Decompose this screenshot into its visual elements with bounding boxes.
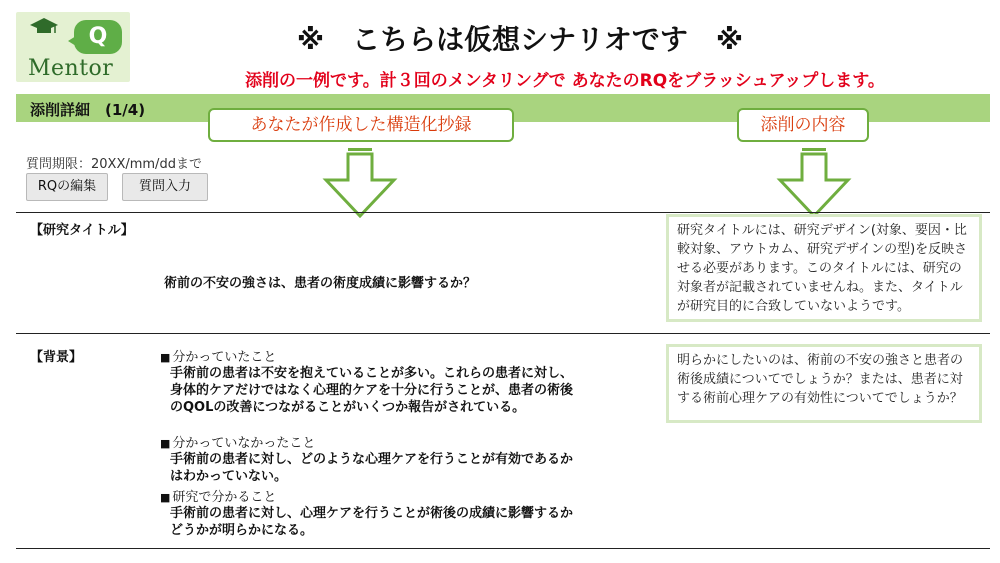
edit-rq-button[interactable]: RQの編集 <box>26 173 108 201</box>
research-title-label: 【研究タイトル】 <box>30 223 134 238</box>
divider <box>16 333 990 334</box>
background-comment: 明らかにしたいのは、術前の不安の強さと患者の術後成績についてでしょうか？または、患者に対する術前心理ケアの有効性についてでしょうか？ <box>666 344 982 423</box>
enter-question-button[interactable]: 質問入力 <box>122 173 208 201</box>
research-title-text: 術前の不安の強さは、患者の術度成績に影響するか？ <box>164 276 477 291</box>
question-deadline: 質問期限：20XX/mm/ddまで <box>26 157 202 172</box>
background-item <box>160 346 580 416</box>
background-item-heading: ■ 研究で分かること <box>160 486 580 505</box>
page-title: ※ こちらは仮想シナリオです ※ <box>296 23 744 56</box>
background-item-body: 手術前の患者に対し、どのような心理ケアを行うことが有効であるかはわかっていない。 <box>170 452 574 484</box>
section-bar-title: 添削詳細 (1/4) <box>30 101 146 119</box>
background-item-body: 手術前の患者に対し、心理ケアを行うことが術後の成績に影響するかどうかが明らかになる。 <box>170 506 574 538</box>
background-item-heading: ■ 分かっていなかったこと <box>160 432 580 451</box>
callout-structured-abstract: あなたが作成した構造化抄録 <box>208 108 514 142</box>
callout-correction: 添削の内容 <box>737 108 869 142</box>
down-arrow-icon <box>776 140 852 218</box>
background-item-heading: ■ 分かっていたこと <box>160 346 580 365</box>
background-item-body: 手術前の患者は不安を抱えていることが多い。これらの患者に対し、身体的ケアだけではなく心理的ケアを十分に行うことが、患者の術後のQOLの改善につながることがいくつか報告がされている。 <box>170 366 574 415</box>
divider <box>16 212 990 213</box>
background-label: 【背景】 <box>30 350 83 365</box>
down-arrow-icon <box>322 140 398 218</box>
background-item <box>160 432 580 485</box>
divider <box>16 548 990 549</box>
background-item <box>160 486 580 539</box>
logo-letter: Q <box>88 24 108 49</box>
research-title-comment: 研究タイトルには、研究デザイン(対象、要因・比較対象、アウトカム、研究デザインの型)を反映させる必要があります。このタイトルには、研究の対象者が記載されていませんね。また、タイトルが研究目的に合致していないようです。 <box>666 214 982 322</box>
logo-wordmark: Mentor <box>28 56 114 81</box>
page-subtitle: 添削の一例です。計３回のメンタリングで あなたのRQをブラッシュアップします。 <box>245 71 885 91</box>
